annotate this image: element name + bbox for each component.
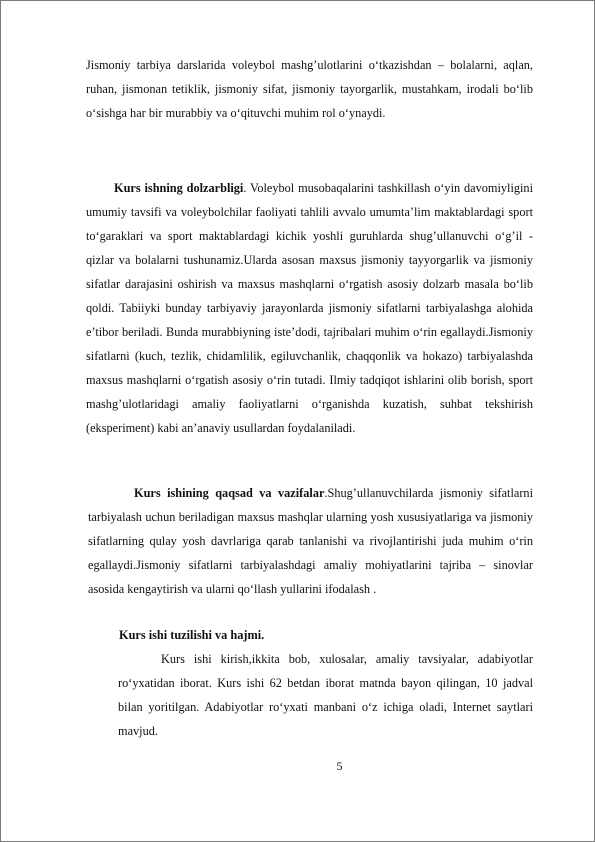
- intro-paragraph: Jismoniy tarbiya darslarida voleybol mashg’ulotlarini o‘tkazishdan – bolalarni, aqlan, ruhan, jismonan tetiklik, jismoniy sifat, jismoniy tayorgarlik, mustahkam, irodali bo‘lib o‘sishga har bir murabbiy va o‘qituvchi muhim rol o‘ynaydi.: [86, 58, 533, 120]
- goal-text: .Shug’ullanuvchilarda jismoniy sifatlarni tarbiyalash uchun beriladigan maxsus mashqlar ularning yosh xususiyatlariga va jismoniy sifatlarning qulay yosh davrlariga qarab tanlanishi va rivojlantirishi juda muhim o‘rin egallaydi.Jismoniy sifatlarni tarbiyalashdagi amaliy mohiyatlarini tajriba – sinovlar asosida kengaytirish va ularni qo‘llash yullarini ifodalash .: [88, 486, 533, 596]
- page-number: 5: [336, 759, 343, 773]
- goal-heading: Kurs ishining qaqsad va vazifalar: [134, 486, 325, 500]
- relevance-paragraph: [86, 176, 533, 440]
- relevance-text: . Voleybol musobaqalarini tashkillash o‘yin davomiyligini umumiy tavsifi va voleybolchilar faoliyati tahlili avvalo umumta’lim maktablardagi sport to‘garaklari va sport maktablardagi kichik yoshli guruhlarda shug’ullanuvchi o‘g’il - qizlar va bolalarni tushunamiz.Ularda asosan maxsus jismoniy tayyorgarlik va jismoniy sifatlar darajasini oshirish va maxsus mashqlarni o‘rgatish asosiy dolzarb masala bo‘lib qoldi. Tabiiyki bunday tarbiyaviy jarayonlarda jismoniy sifatlarni tarbiyalashga alohida e’tibor beriladi. Bunda murabbiyning iste’dodi, tajribalari muhim o‘rin egallaydi.Jismoniy sifatlarni (kuch, tezlik, chidamlilik, egiluvchanlik, chaqqonlik va hokazo) tarbiyalashda maxsus mashqlarni o‘rgatish asosiy o‘rin tutadi. Ilmiy tadqiqot ishlarini olib borish, sport mashg’ulotlaridagi amaliy faoliyatlarni o‘rganishda kuzatish, suhbat tekshirish (eksperiment) kabi an’anaviy usullardan foydalaniladi.: [86, 181, 533, 435]
- structure-paragraph: Kurs ishi kirish,ikkita bob, xulosalar, amaliy tavsiyalar, adabiyotlar ro‘yxatidan iborat. Kurs ishi 62 betdan iborat matnda bayon qilingan, 10 jadval bilan yoritilgan. Adabiyotlar ro‘yxati manbani o‘z ichiga oladi, Internet saytlari mavjud.: [118, 652, 533, 738]
- relevance-heading: Kurs ishning dolzarbligi: [114, 181, 244, 195]
- structure-heading: Kurs ishi tuzilishi va hajmi.: [119, 628, 265, 642]
- goal-paragraph: [88, 481, 533, 601]
